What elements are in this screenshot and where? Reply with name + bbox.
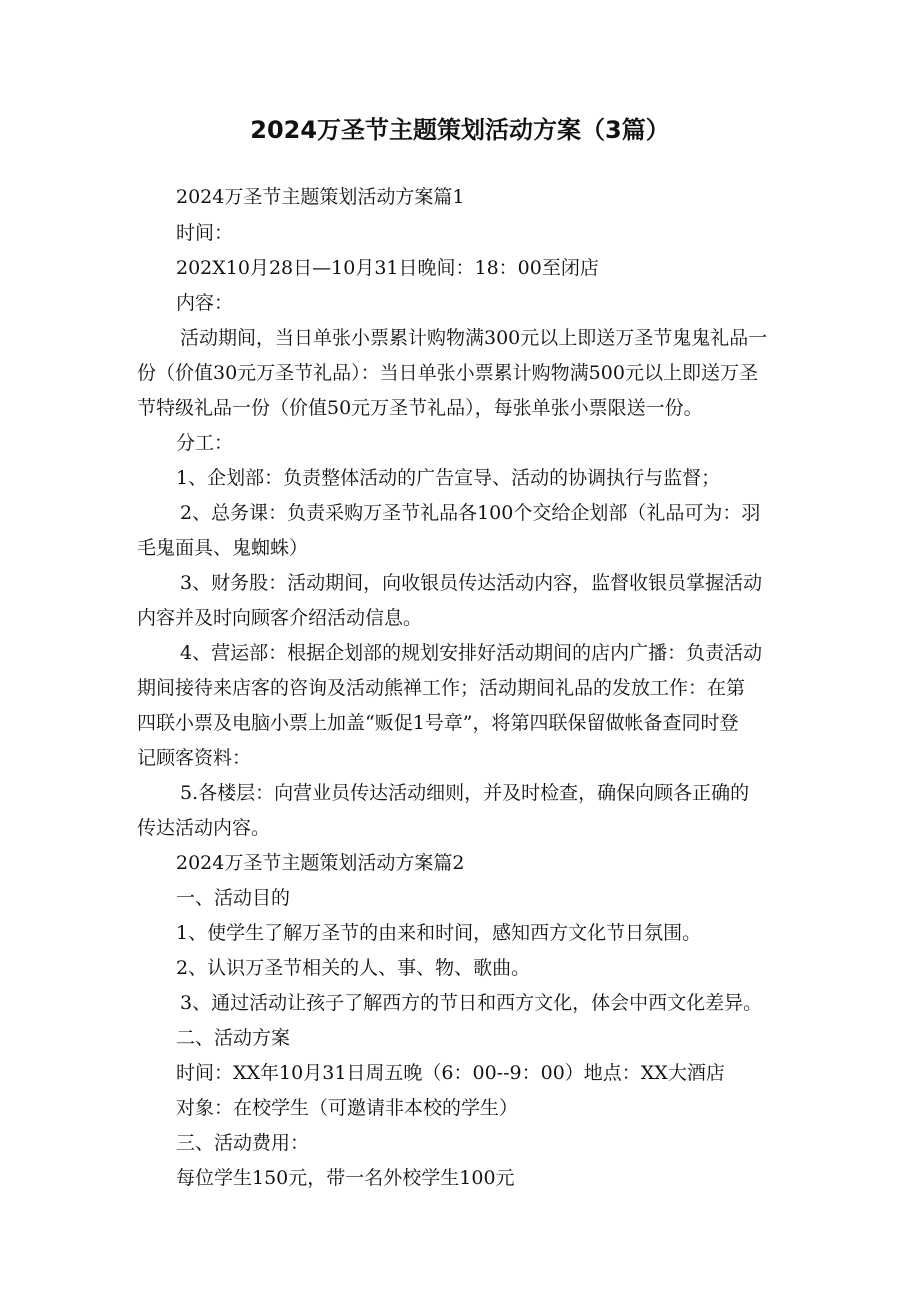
paragraph-line: 二、活动方案 xyxy=(176,1027,291,1049)
paragraph-line: 每位学生150元，带一名外校学生100元 xyxy=(176,1167,515,1189)
paragraph-line: 内容并及时向顾客介绍活动信息。 xyxy=(137,607,423,629)
paragraph-line: 对象：在校学生（可邀请非本校的学生） xyxy=(176,1097,519,1119)
paragraph-line: 毛鬼面具、鬼蜘蛛） xyxy=(137,537,309,559)
paragraph-line: 三、活动费用： xyxy=(176,1132,310,1154)
paragraph-line: 202X10月28日—10月31日晚间：18：00至闭店 xyxy=(176,257,599,279)
paragraph-line: 时间：XX年10月31日周五晚（6：00--9：00）地点：XX大酒店 xyxy=(176,1062,725,1084)
paragraph-line: 活动期间，当日单张小票累计购物满300元以上即送万圣节鬼鬼礼品一 xyxy=(180,327,768,349)
section-heading-part2: 2024万圣节主题策划活动方案篇2 xyxy=(176,852,465,874)
paragraph-line: 4、营运部：根据企划部的规划安排好活动期间的店内广播：负责活动 xyxy=(180,642,763,664)
paragraph-line: 时间： xyxy=(176,222,234,244)
paragraph-line: 2、认识万圣节相关的人、事、物、歌曲。 xyxy=(176,957,531,979)
paragraph-line: 期间接待来店客的咨询及活动熊禅工作；活动期间礼品的发放工作：在第 xyxy=(137,677,746,699)
paragraph-line: 3、财务股：活动期间，向收银员传达活动内容，监督收银员掌握活动 xyxy=(180,572,763,594)
paragraph-line: 记顾客资料： xyxy=(137,747,252,769)
paragraph-line: 3、通过活动让孩子了解西方的节日和西方文化，体会中西文化差异。 xyxy=(180,992,763,1014)
paragraph-line: 传达活动内容。 xyxy=(137,817,271,839)
paragraph-line: 1、使学生了解万圣节的由来和时间，感知西方文化节日氛围。 xyxy=(176,922,702,944)
paragraph-line: 节特级礼品一份（价值50元万圣节礼品），每张单张小票限送一份。 xyxy=(137,397,703,419)
paragraph-line: 四联小票及电脑小票上加盖“贩促1号章”，将第四联保留做帐备查同时登 xyxy=(137,712,739,734)
paragraph-line: 份（价值30元万圣节礼品）：当日单张小票累计购物满500元以上即送万圣 xyxy=(137,362,758,384)
paragraph-line: 一、活动目的 xyxy=(176,887,291,909)
paragraph-line: 5.各楼层：向营业员传达活动细则，并及时检查，确保向顾各正确的 xyxy=(180,782,750,804)
paragraph-line: 1、企划部：负责整体活动的广告宣导、活动的协调执行与监督； xyxy=(176,467,721,489)
paragraph-line: 2、总务课：负责采购万圣节礼品各100个交给企划部（礼品可为：羽 xyxy=(180,502,761,524)
paragraph-line: 分工： xyxy=(176,432,234,454)
section-heading-part1: 2024万圣节主题策划活动方案篇1 xyxy=(176,186,465,208)
document-title: 2024万圣节主题策划活动方案（3篇） xyxy=(250,116,670,144)
paragraph-line: 内容： xyxy=(176,292,234,314)
